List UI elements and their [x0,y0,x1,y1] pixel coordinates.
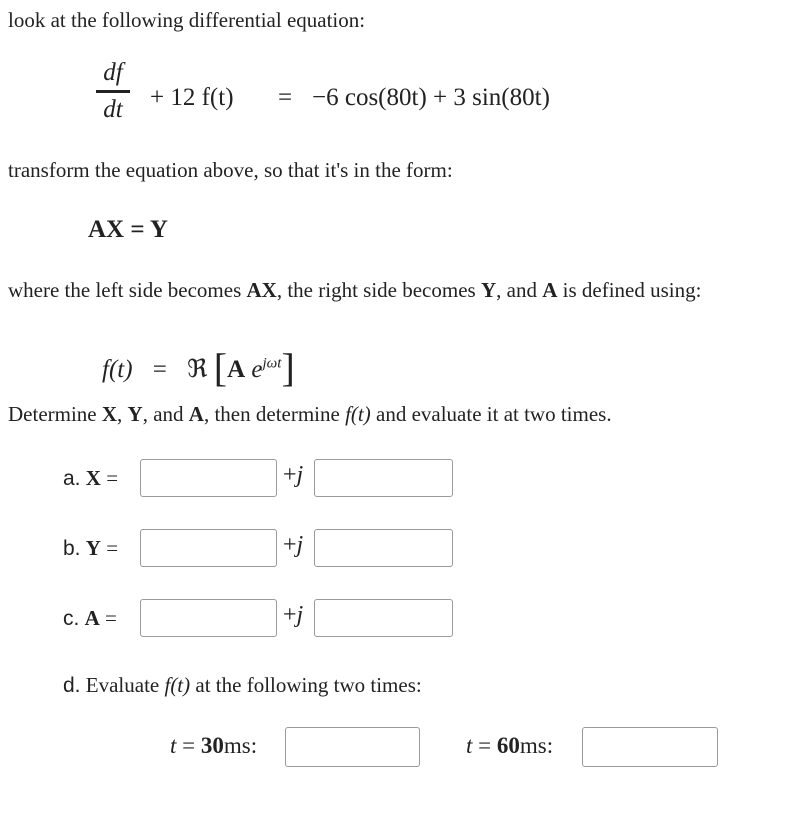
a-real-input[interactable] [140,599,277,637]
phasor-lhs: f(t) [102,356,133,383]
y-imag-input[interactable] [314,529,453,567]
fraction-numerator: df [103,59,123,86]
intro-text: look at the following differential equation: [8,8,366,32]
where-ax: AX [246,278,277,302]
right-bracket: ] [281,345,295,390]
time-equals: = [176,733,201,758]
time-value: 60 [496,733,520,758]
phasor-equals: = [152,356,167,383]
f-60ms-input[interactable] [582,727,718,767]
transform-text: transform the equation above, so that it's in the form: [8,158,453,182]
part-d-text: at the following two times: [190,673,422,697]
determine-x: X [101,402,118,426]
part-a-prefix: a. [63,467,81,490]
part-c-label [63,606,117,631]
part-b-prefix: b. [63,537,81,560]
a-imag-input[interactable] [314,599,453,637]
time-var: t [170,733,177,758]
time-30ms-label [170,733,257,759]
determine-part: and evaluate it at two times. [370,402,612,426]
x-real-input[interactable] [140,459,277,497]
j-symbol: j [296,602,304,628]
plus-j-c [283,602,303,629]
part-d-ft: f(t) [164,673,191,697]
where-text-part: , and [496,278,543,302]
part-a-var: X [85,466,101,490]
plus-sign: + [283,462,297,488]
part-d-text: Evaluate [85,673,165,697]
part-c-var: A [84,606,100,630]
determine-part: Determine [8,402,102,426]
time-60ms-label [466,733,553,759]
phasor-equation [102,340,295,390]
determine-y: Y [127,402,143,426]
phasor-a: A [227,356,246,383]
part-c-equals: = [105,606,117,630]
time-unit: ms: [519,733,554,758]
determine-part: , [117,402,128,426]
plus-sign: + [283,602,297,628]
part-d-label [63,673,422,698]
ax-equals-y: AX = Y [88,216,168,243]
part-a-label [63,466,118,491]
part-b-equals: = [106,536,119,560]
left-bracket: [ [213,345,228,390]
equation-lhs-rest [150,84,234,112]
part-b-label [63,536,118,561]
plus-j-b [283,532,303,559]
determine-text [8,402,612,427]
where-text-part: , the right side becomes [276,278,481,302]
j-symbol: j [296,532,304,558]
time-var: t [466,733,473,758]
real-part-symbol: ℜ [187,356,208,383]
time-equals: = [472,733,497,758]
part-b-var: Y [85,536,101,560]
where-text-part: is defined using: [557,278,702,302]
plus-sign: + [283,532,297,558]
where-y: Y [480,278,497,302]
fraction-bar [96,90,130,93]
df-dt-fraction [96,58,130,125]
determine-part: , then determine [203,402,346,426]
where-a: A [542,278,558,302]
where-text [8,278,701,303]
where-text-part: where the left side becomes [8,278,247,302]
plus-j-a [283,462,303,489]
lhs-term: + 12 f(t) [150,84,234,111]
time-unit: ms: [223,733,258,758]
part-a-equals: = [106,466,119,490]
f-30ms-input[interactable] [285,727,420,767]
part-d-prefix: d. [63,674,81,697]
y-real-input[interactable] [140,529,277,567]
x-imag-input[interactable] [314,459,453,497]
phasor-e: e [251,356,263,383]
time-value: 30 [200,733,224,758]
determine-ft: f(t) [345,402,371,426]
j-symbol: j [296,462,304,488]
fraction-denominator: dt [103,96,123,123]
determine-a: A [188,402,204,426]
equation-equals: = [278,84,293,111]
equation-rhs: −6 cos(80t) + 3 sin(80t) [312,84,550,111]
determine-part: , and [142,402,189,426]
part-c-prefix: c. [63,607,80,630]
phasor-exponent: jωt [262,355,282,372]
